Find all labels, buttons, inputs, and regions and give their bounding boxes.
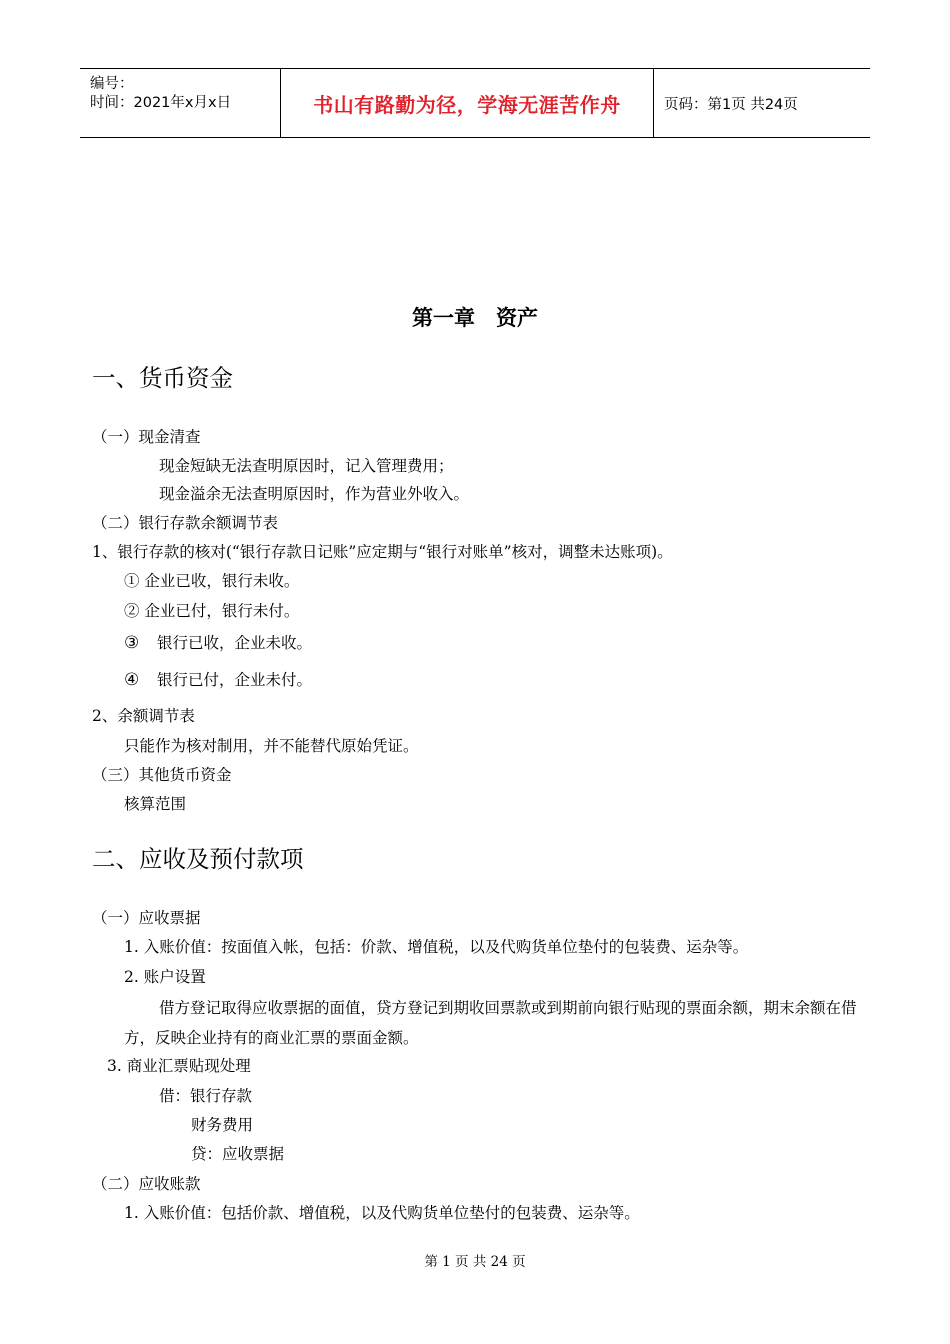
bank-case-4-marker: ④ — [124, 670, 140, 690]
subheading-notes-receivable: （一）应收票据 — [92, 909, 201, 927]
section-heading-receivables: 二、应收及预付款项 — [92, 845, 304, 873]
bank-case-1: ① 企业已收，银行未收。 — [124, 572, 300, 590]
journal-credit: 贷：应收票据 — [191, 1145, 285, 1163]
bank-item-1: 1、银行存款的核对(“银行存款日记账”应定期与“银行对账单”核对，调整未达账项)。 — [92, 543, 673, 561]
journal-debit: 借：银行存款 — [159, 1087, 253, 1105]
notes-item-1: 1. 入账价值：按面值入帐，包括：价款、增值税，以及代购货单位垫付的包装费、运杂等。 — [124, 938, 749, 956]
document-number-label: 编号： — [90, 76, 134, 92]
journal-debit-2: 财务费用 — [191, 1116, 254, 1134]
notes-item-2: 2. 账户设置 — [124, 968, 206, 986]
notes-item-3: 3. 商业汇票贴现处理 — [107, 1057, 251, 1075]
page-info: 页码：第1页 共24页 — [664, 96, 798, 113]
page-header — [80, 68, 870, 138]
section-heading-monetary-funds: 一、货币资金 — [92, 364, 233, 392]
bank-case-2: ② 企业已付，银行未付。 — [124, 602, 300, 620]
document-date: 时间：2021年x月x日 — [90, 95, 232, 111]
cash-check-line-1: 现金短缺无法查明原因时，记入管理费用； — [159, 457, 454, 475]
bank-item-2-note: 只能作为核对制用，并不能替代原始凭证。 — [124, 737, 419, 755]
bank-case-3-marker: ③ — [124, 633, 140, 653]
subheading-cash-check: （一）现金清查 — [92, 428, 201, 446]
notes-item-2-paragraph: 借方登记取得应收票据的面值，贷方登记到期收回票款或到期前向银行贴现的票面余额，期末余额在借方，反映企业持有的商业汇票的票面金额。 — [124, 999, 857, 1047]
header-meta — [80, 69, 281, 137]
bank-item-2: 2、余额调节表 — [92, 707, 195, 725]
subheading-other-funds: （三）其他货币资金 — [92, 766, 232, 784]
receivables-item-1: 1. 入账价值：包括价款、增值税，以及代购货单位垫付的包装费、运杂等。 — [124, 1204, 640, 1222]
other-funds-line: 核算范围 — [124, 795, 187, 813]
header-page-info-cell — [654, 69, 870, 137]
bank-case-3: 银行已收，企业未收。 — [157, 634, 313, 652]
bank-case-4: 银行已付，企业未付。 — [157, 671, 313, 689]
chapter-title: 第一章 资产 — [412, 306, 538, 330]
subheading-bank-reconciliation: （二）银行存款余额调节表 — [92, 514, 279, 532]
header-motto-cell — [281, 69, 654, 137]
subheading-accounts-receivable: （二）应收账款 — [92, 1175, 201, 1193]
page-footer: 第 1 页 共 24 页 — [424, 1254, 526, 1270]
cash-check-line-2: 现金溢余无法查明原因时，作为营业外收入。 — [159, 485, 470, 503]
motto: 书山有路勤为径，学海无涯苦作舟 — [313, 92, 621, 117]
